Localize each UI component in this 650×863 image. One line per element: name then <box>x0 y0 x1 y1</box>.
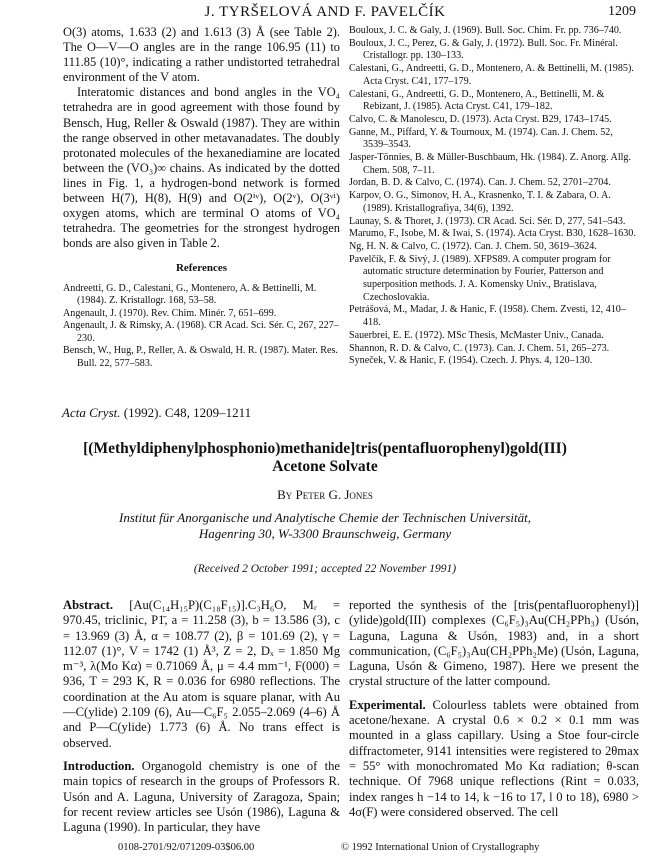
article-title-line-2: Acetone Solvate <box>272 458 378 475</box>
reference-item: Launay, S. & Thoret, J. (1973). CR Acad. Sci. Sér. D, 277, 541–543. <box>349 215 626 227</box>
reference-item: Bensch, W., Hug, P., Reller, A. & Oswald, H. R. (1987). Mater. Res. Bull. 22, 577–583. <box>63 345 338 369</box>
paragraph-interatomic: Interatomic distances and bond angles in the VO₄ tetrahedra are in good agreement with those found by Bensch, Hug, Reller & Oswald (1987). They are within the range observed in other metavanadates. The doubly protonated molecules of the hexanediamine are located between the (VO₃)∞ chains. As indicated by the dotted lines in Fig. 1, a hydrogen-bond network is formed between H(7), H(8), H(9) and O(2ⁱᵛ), O(2ᵛ), O(3ᵛⁱ) oxygen atoms, which are terminal O atoms of VO₄ tetrahedra. The geometries for the strongest hydrogen bonds are also given in Table 2. <box>63 85 340 251</box>
reference-item: Bouloux, J. C. & Galy, J. (1969). Bull. Soc. Chim. Fr. pp. 736–740. <box>349 25 622 36</box>
author-prefix: By <box>277 487 293 502</box>
paragraph-bond-lengths: O(3) atoms, 1.633 (2) and 1.613 (3) Å (see Table 2). The O—V—O angles are in the range 106.95 (11) to 111.85 (10)°, indicating a rather undistorted tetrahedral environment of the V atom. <box>63 25 340 85</box>
reference-item: Karpov, O. G., Simonov, H. A., Krasnenko, T. I. & Zabara, O. A. (1989). Kristallografiya, 34(6), 1392. <box>349 190 611 214</box>
synthesis-paragraph: reported the synthesis of the [tris(pentafluorophenyl)](ylide)gold(III) complexes (C₆F₅)₃Au(CH₂PPh₃) (Usón, Laguna, Laguna & Usón, 1983) and, in a short communication, (C₆F₅)₃Au(CH₂PPh₂Me) (Usón, Laguna, Laguna, Usón & Gimeno, 1987). Here we present the crystal structure of the latter compound. <box>349 598 639 689</box>
reference-item: Jasper-Tönnies, B. & Müller-Buschbaum, Hk. (1984). Z. Anorg. Allg. Chem. 508, 7–11. <box>349 152 632 176</box>
reference-item: Calvo, C. & Manolescu, D. (1973). Acta Cryst. B29, 1743–1745. <box>349 113 612 125</box>
abstract-label: Abstract. <box>63 598 114 612</box>
introduction-label: Introduction. <box>63 758 135 773</box>
reference-item: Jordan, B. D. & Calvo, C. (1974). Can. J. Chem. 52, 2701–2704. <box>349 177 611 189</box>
reference-item: Marumo, F., Isobe, M. & Iwai, S. (1974). Acta Cryst. B30, 1628–1630. <box>349 228 636 240</box>
reference-item: Calestani, G., Andreetti, G. D., Montenero, A., Bettinelli, M. & Rebizant, J. (1985). Acta Cryst. C41, 179–182. <box>349 88 605 113</box>
left-body-column <box>63 598 340 835</box>
reference-item: Petrášová, M., Madar, J. & Hanic, F. (1958). Chem. Zvesti, 12, 410–418. <box>349 304 626 329</box>
abstract-text: [Au(C₁₄H₁₅P)(C₁₈F₁₅)].C₃H₆O, Mᵣ = 970.45, triclinic, P1̄, a = 11.258 (3), b = 13.586 (3), c = 13.969 (3) Å, α = 108.77 (2), β = 101.69 (2), γ = 112.07 (1)°, V = 1742 (1) Å³, Z = 2, Dₓ = 1.850 Mg m⁻³, λ(Mo Kα) = 0.71069 Å, μ = 4.4 mm⁻¹, F(000) = 936, T = 293 K, R = 0.036 for 6980 reflections. The coordination at the Au atom is square planar, with Au—C(ylide) 2.109 (6), Au—C₆F₅ 2.055–2.069 (4–6) Å and P—C(ylide) 1.773 (6) Å. No trans effect is observed. <box>63 598 340 750</box>
received-dates: (Received 2 October 1991; accepted 22 November 1991) <box>193 563 457 575</box>
affiliation-line-2: Hagenring 30, W-3300 Braunschweig, Germany <box>198 526 452 541</box>
right-body-column <box>349 598 639 820</box>
reference-item: Ng, H. N. & Calvo, C. (1972). Can. J. Chem. 50, 3619–3624. <box>349 240 597 252</box>
affiliation <box>60 510 590 542</box>
left-top-column <box>63 25 340 370</box>
reference-item: Angenault, J. & Rimsky, A. (1968). CR Acad. Sci. Sér. C, 267, 227–230. <box>63 320 339 344</box>
article-title <box>60 440 590 476</box>
article-title-line-1: [(Methyldiphenylphosphonio)methanide]tris(pentafluorophenyl)gold(III) <box>83 440 567 457</box>
references-heading: References <box>175 262 228 275</box>
reference-item: Ganne, M., Piffard, Y. & Tournoux, M. (1974). Can. J. Chem. 52, 3539–3543. <box>349 126 613 151</box>
reference-item: Shannon, R. D. & Calvo, C. (1973). Can. J. Chem. 51, 265–273. <box>349 342 610 354</box>
experimental-paragraph <box>349 698 639 820</box>
reference-item: Pavelčík, F. & Sivý, J. (1989). XFPS89. A computer program for automatic structure determination by Fourier, Patterson and superposition methods. J. A. Komensky Univ., Bratislava, Czechoslovakia. <box>349 253 611 303</box>
journal-citation <box>62 405 251 421</box>
journal-name: Acta Cryst. <box>62 405 121 420</box>
right-references-column <box>349 25 639 368</box>
journal-issue: (1992). C48, 1209–1211 <box>123 405 252 420</box>
reference-item: Calestani, G., Andreetti, G. D., Montenero, A. & Bettinelli, M. (1985). Acta Cryst. C41, 177–179. <box>349 63 634 87</box>
footer-code: 0108-2701/92/071209-03$06.00 <box>118 842 255 853</box>
reference-item: Bouloux, J. C., Perez, G. & Galy, J. (1972). Bull. Soc. Fr. Minéral. Cristallogr. pp. 130–133. <box>349 37 618 62</box>
reference-item: Angenault, J. (1970). Rev. Chim. Minér. 7, 651–699. <box>63 307 277 319</box>
experimental-text: Colourless tablets were obtained from acetone/hexane. A crystal 0.6 × 0.2 × 0.1 mm was mounted in a glass capillary. Using a Stoe four-circle diffractometer, 9141 intensities were registered to 2θmax = 55° with monochromated Mo Kα radiation; θ-scan technique. Of 7968 unique reflections (Rint = 0.033, index ranges h −14 to 14, k −16 to 17, l 0 to 18), 6980 > 4σ(F) were considered observed. The cell <box>349 697 640 819</box>
introduction-paragraph <box>63 759 340 835</box>
running-title: J. TYRŠELOVÁ AND F. PAVELČÍK <box>204 4 446 20</box>
experimental-label: Experimental. <box>349 697 426 712</box>
author-name: Peter G. Jones <box>295 487 373 502</box>
reference-item: Andreetti, G. D., Calestani, G., Montenero, A. & Bettinelli, M. (1984). Z. Kristallogr. 168, 53–58. <box>63 282 317 306</box>
affiliation-line-1: Institut für Anorganische und Analytische Chemie der Technischen Universität, <box>119 510 531 525</box>
reference-item: Syneček, V. & Hanic, F. (1954). Czech. J. Phys. 4, 120–130. <box>349 355 593 367</box>
introduction-text: Organogold chemistry is one of the main topics of research in the groups of Professors R. Usón and A. Laguna, University of Zaragoza, Spain; for recent review articles see Usón (1986), Laguna & Laguna (1990). In particular, they have <box>63 758 341 835</box>
page-number: 1209 <box>608 4 636 19</box>
reference-item: Sauerbrei, E. E. (1972). MSc Thesis, McMaster Univ., Canada. <box>349 329 604 341</box>
abstract-paragraph <box>63 598 340 751</box>
author-line <box>0 487 650 503</box>
footer-copyright: © 1992 International Union of Crystallography <box>341 842 540 853</box>
